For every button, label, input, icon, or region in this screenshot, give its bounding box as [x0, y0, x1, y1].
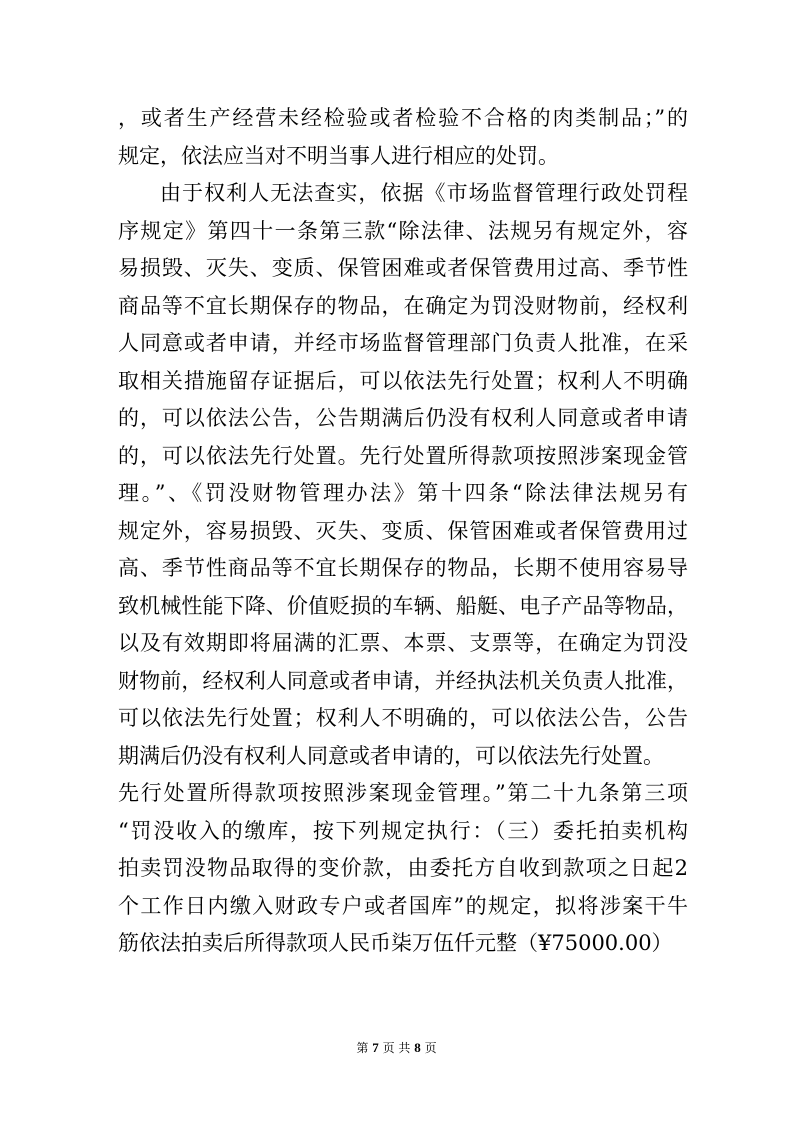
text-line: ，或者生产经营未经检验或者检验不合格的肉类制品；”的	[118, 106, 688, 130]
document-body	[118, 100, 688, 963]
footer-prefix: 第	[356, 1041, 369, 1055]
text-line: 易损毁、灭失、变质、保管困难或者保管费用过高、季节性	[118, 256, 688, 280]
text-line: 财物前，经权利人同意或者申请，并经执法机关负责人批准，	[118, 668, 688, 693]
text-line: 规定，依法应当对不明当事人进行相应的处罚。	[118, 143, 559, 168]
text-line: 先行处置所得款项按照涉案现金管理。”第二十九条第三项	[118, 781, 688, 805]
text-line: 人同意或者申请，并经市场监督管理部门负责人批准，在采	[118, 331, 688, 355]
text-line: 理。”、《罚没财物管理办法》第十四条“除法律法规另有	[118, 481, 688, 505]
text-line: 的，可以依法公告，公告期满后仍没有权利人同意或者申请	[118, 406, 688, 430]
footer-suffix: 页	[424, 1041, 437, 1055]
text-line: “罚没收入的缴库，按下列规定执行：（三）委托拍卖机构	[118, 818, 688, 843]
text-line: 高、季节性商品等不宜长期保存的物品，长期不使用容易导	[118, 556, 688, 580]
text-line: 致机械性能下降、价值贬损的车辆、船艇、电子产品等物品，	[118, 593, 688, 618]
text-line: 可以依法先行处置；权利人不明确的，可以依法公告，公告	[118, 706, 688, 730]
text-line: 拍卖罚没物品取得的变价款，由委托方自收到款项之日起2	[118, 856, 688, 880]
text-line: 规定外，容易损毁、灭失、变质、保管困难或者保管费用过	[118, 518, 688, 543]
text-line: 期满后仍没有权利人同意或者申请的，可以依法先行处置。	[118, 743, 664, 768]
text-line: 个工作日内缴入财政专户或者国库”的规定，拟将涉案干牛	[118, 893, 688, 918]
total-pages-number: 8	[414, 1040, 421, 1055]
text-line: 筋依法拍卖后所得款项人民币柒万伍仟元整（¥75000.00）	[118, 931, 673, 955]
page-footer	[0, 1040, 793, 1056]
text-line: 商品等不宜长期保存的物品，在确定为罚没财物前，经权利	[118, 293, 688, 318]
current-page-number: 7	[372, 1040, 379, 1055]
footer-middle: 页 共	[382, 1041, 411, 1055]
text-line: 的，可以依法先行处置。先行处置所得款项按照涉案现金管	[118, 443, 688, 468]
text-line: 序规定》第四十一条第三款“除法律、法规另有规定外，容	[118, 218, 688, 243]
text-line: 取相关措施留存证据后，可以依法先行处置；权利人不明确	[118, 368, 688, 393]
text-line: 以及有效期即将届满的汇票、本票、支票等，在确定为罚没	[118, 631, 688, 655]
text-line: 由于权利人无法查实，依据《市场监督管理行政处罚程	[160, 181, 688, 205]
